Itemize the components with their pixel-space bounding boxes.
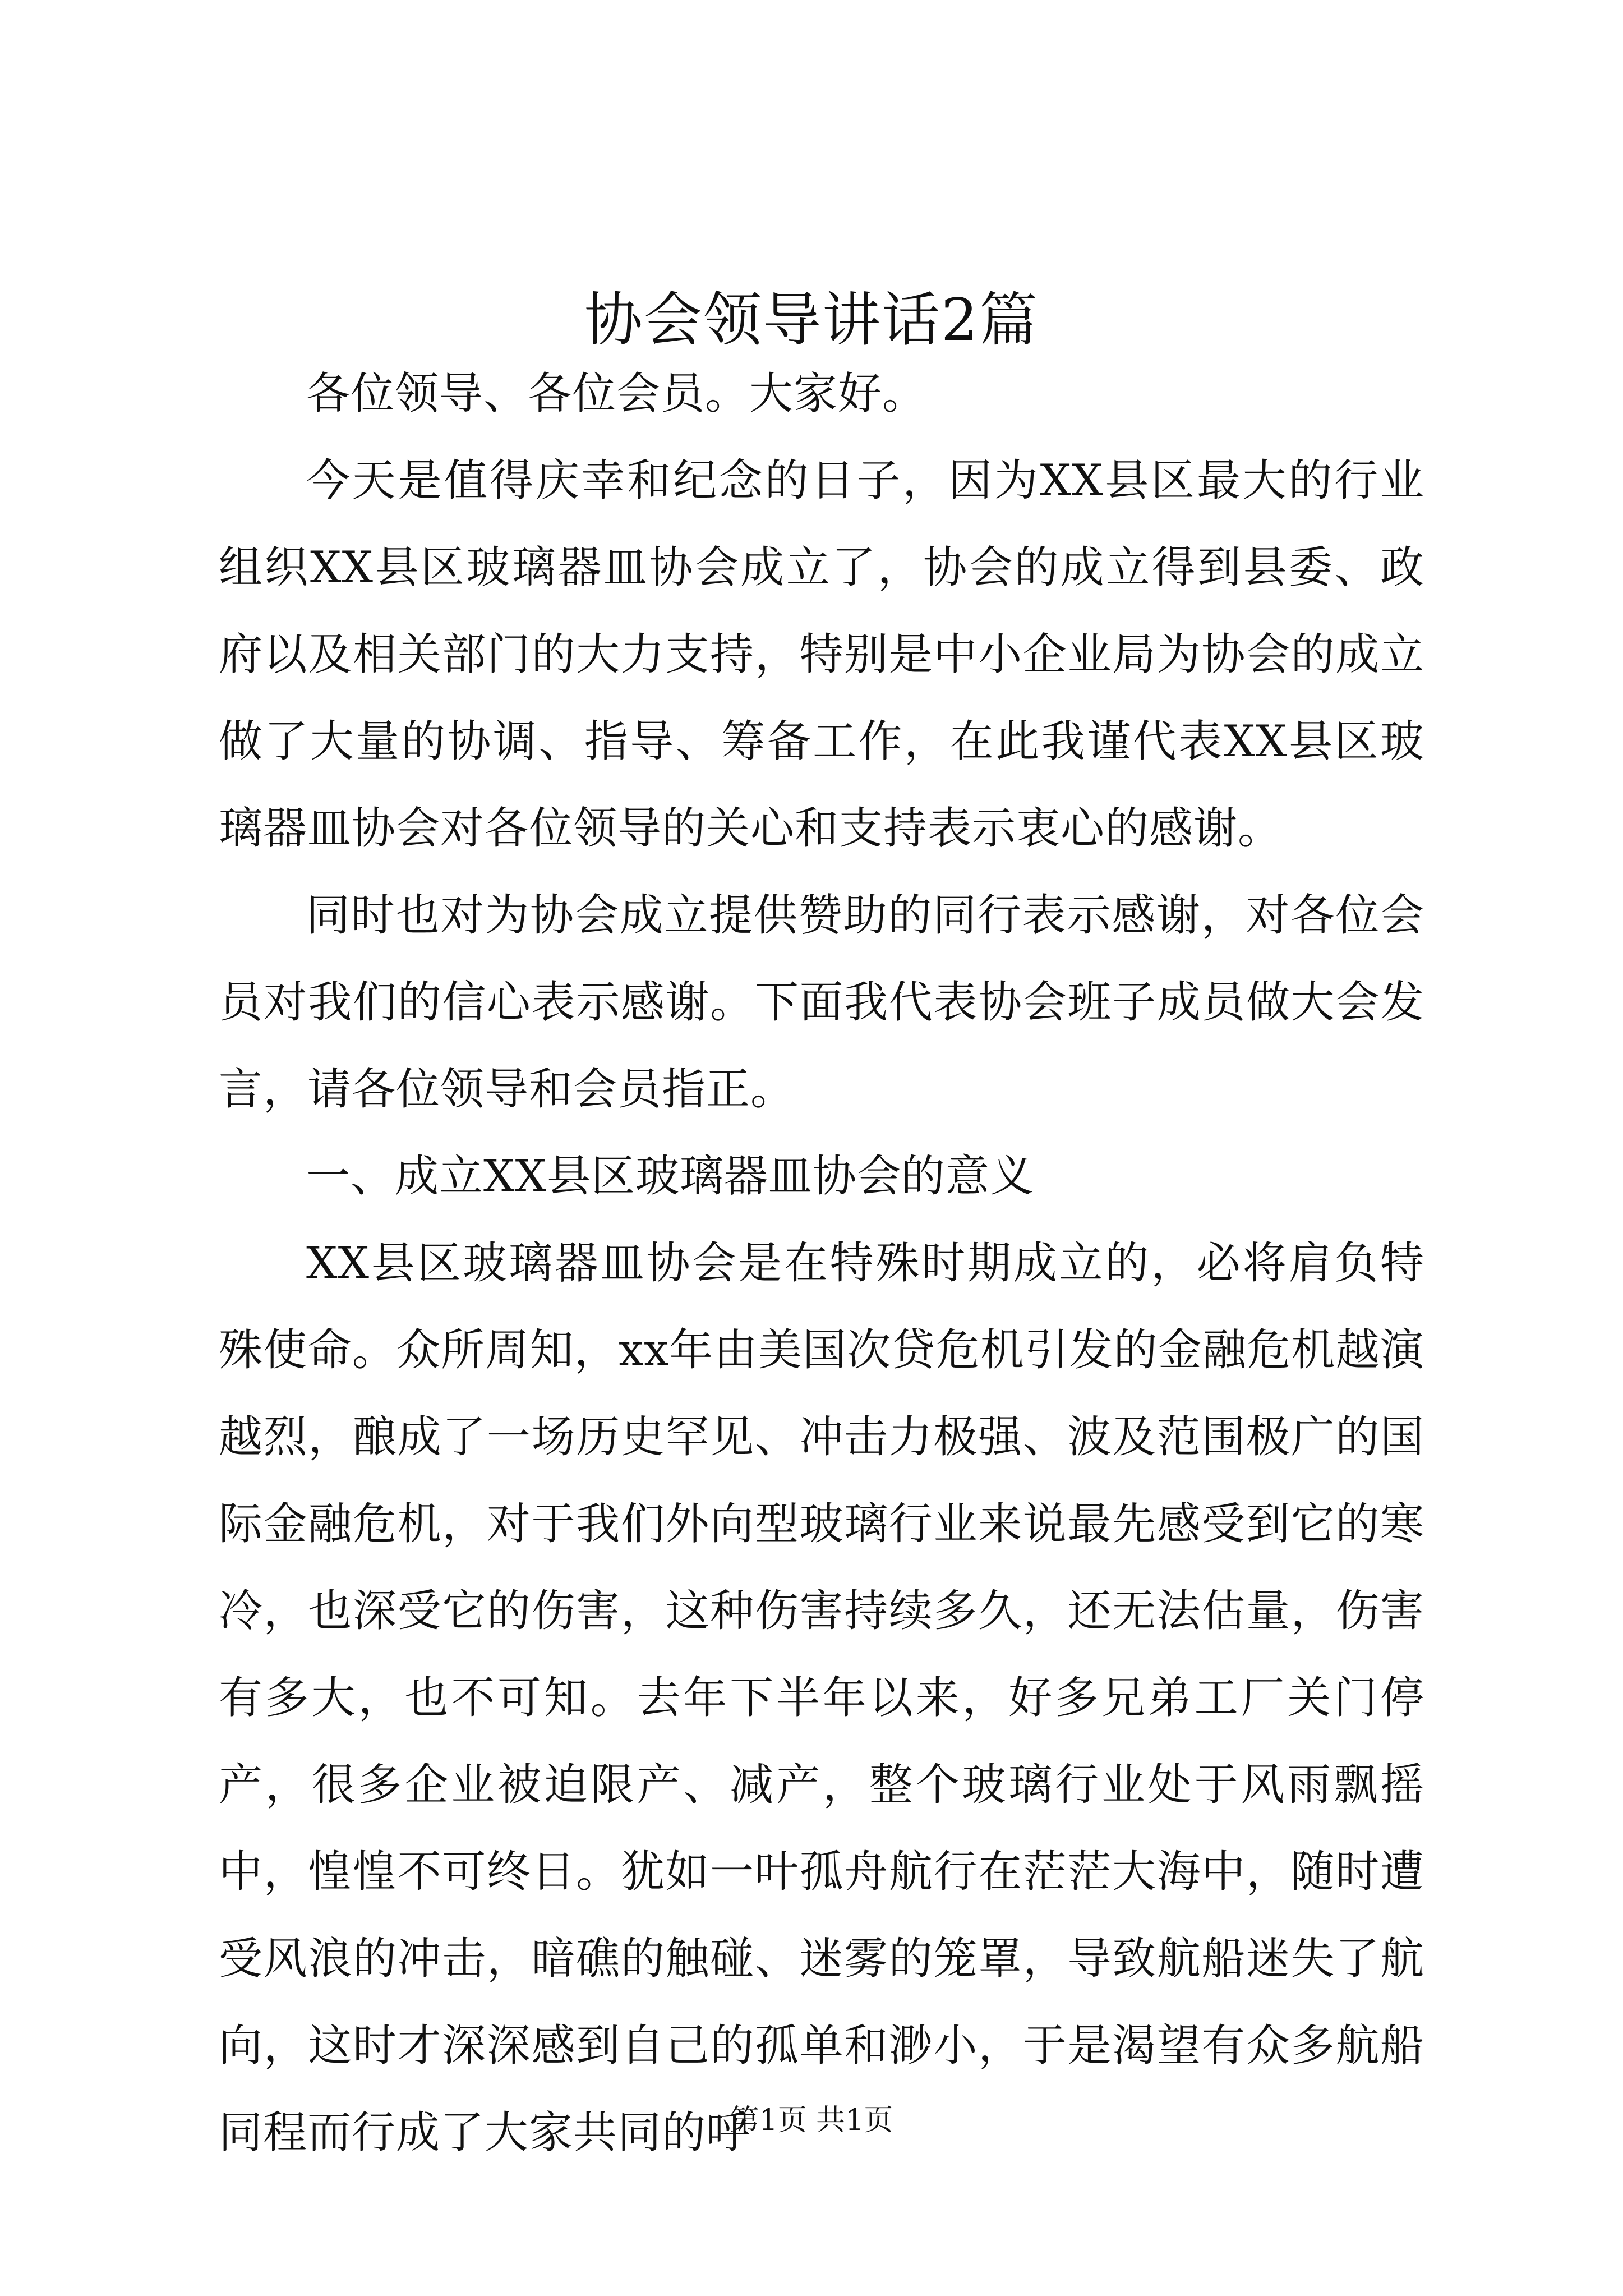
paragraph-sponsors: 同时也对为协会成立提供赞助的同行表示感谢，对各位会员对我们的信心表示感谢。下面我代表协会班子成员做大会发言，请各位领导和会员指正。: [219, 890, 1424, 1115]
paragraph-thanks: 今天是值得庆幸和纪念的日子，因为XX县区最大的行业组织XX县区玻璃器皿协会成立了，协会的成立得到县委、政府以及相关部门的大力支持，特别是中小企业局为协会的成立做了大量的协调、指导、筹备工作，在此我谨代表XX县区玻璃器皿协会对各位领导的关心和支持表示衷心的感谢。: [219, 455, 1424, 854]
page-number-footer: 第1页 共1页: [730, 2104, 893, 2137]
paragraph-greeting: 各位领导、各位会员。大家好。: [306, 369, 927, 419]
section-heading: 一、成立XX县区玻璃器皿协会的意义: [306, 1151, 1035, 1202]
document-body: [219, 351, 1424, 2177]
document-title: 协会领导讲话2篇: [584, 286, 1039, 354]
paragraph-significance: XX县区玻璃器皿协会是在特殊时期成立的，必将肩负特殊使命。众所周知，xx年由美国次贷危机引发的金融危机越演越烈，酿成了一场历史罕见、冲击力极强、波及范围极广的国际金融危机，对于我们外向型玻璃行业来说最先感受到它的寒冷，也深受它的伤害，这种伤害持续多久，还无法估量，伤害有多大，也不可知。去年下半年以来，好多兄弟工厂关门停产，很多企业被迫限产、减产，整个玻璃行业处于风雨飘摇中，惶惶不可终日。犹如一叶孤舟航行在茫茫大海中，随时遭受风浪的冲击，暗礁的触碰、迷雾的笼罩，导致航船迷失了航向，这时才深深感到自己的孤单和渺小，于是渴望有众多航船同程而行成了大家共同的呼: [219, 1238, 1424, 2158]
